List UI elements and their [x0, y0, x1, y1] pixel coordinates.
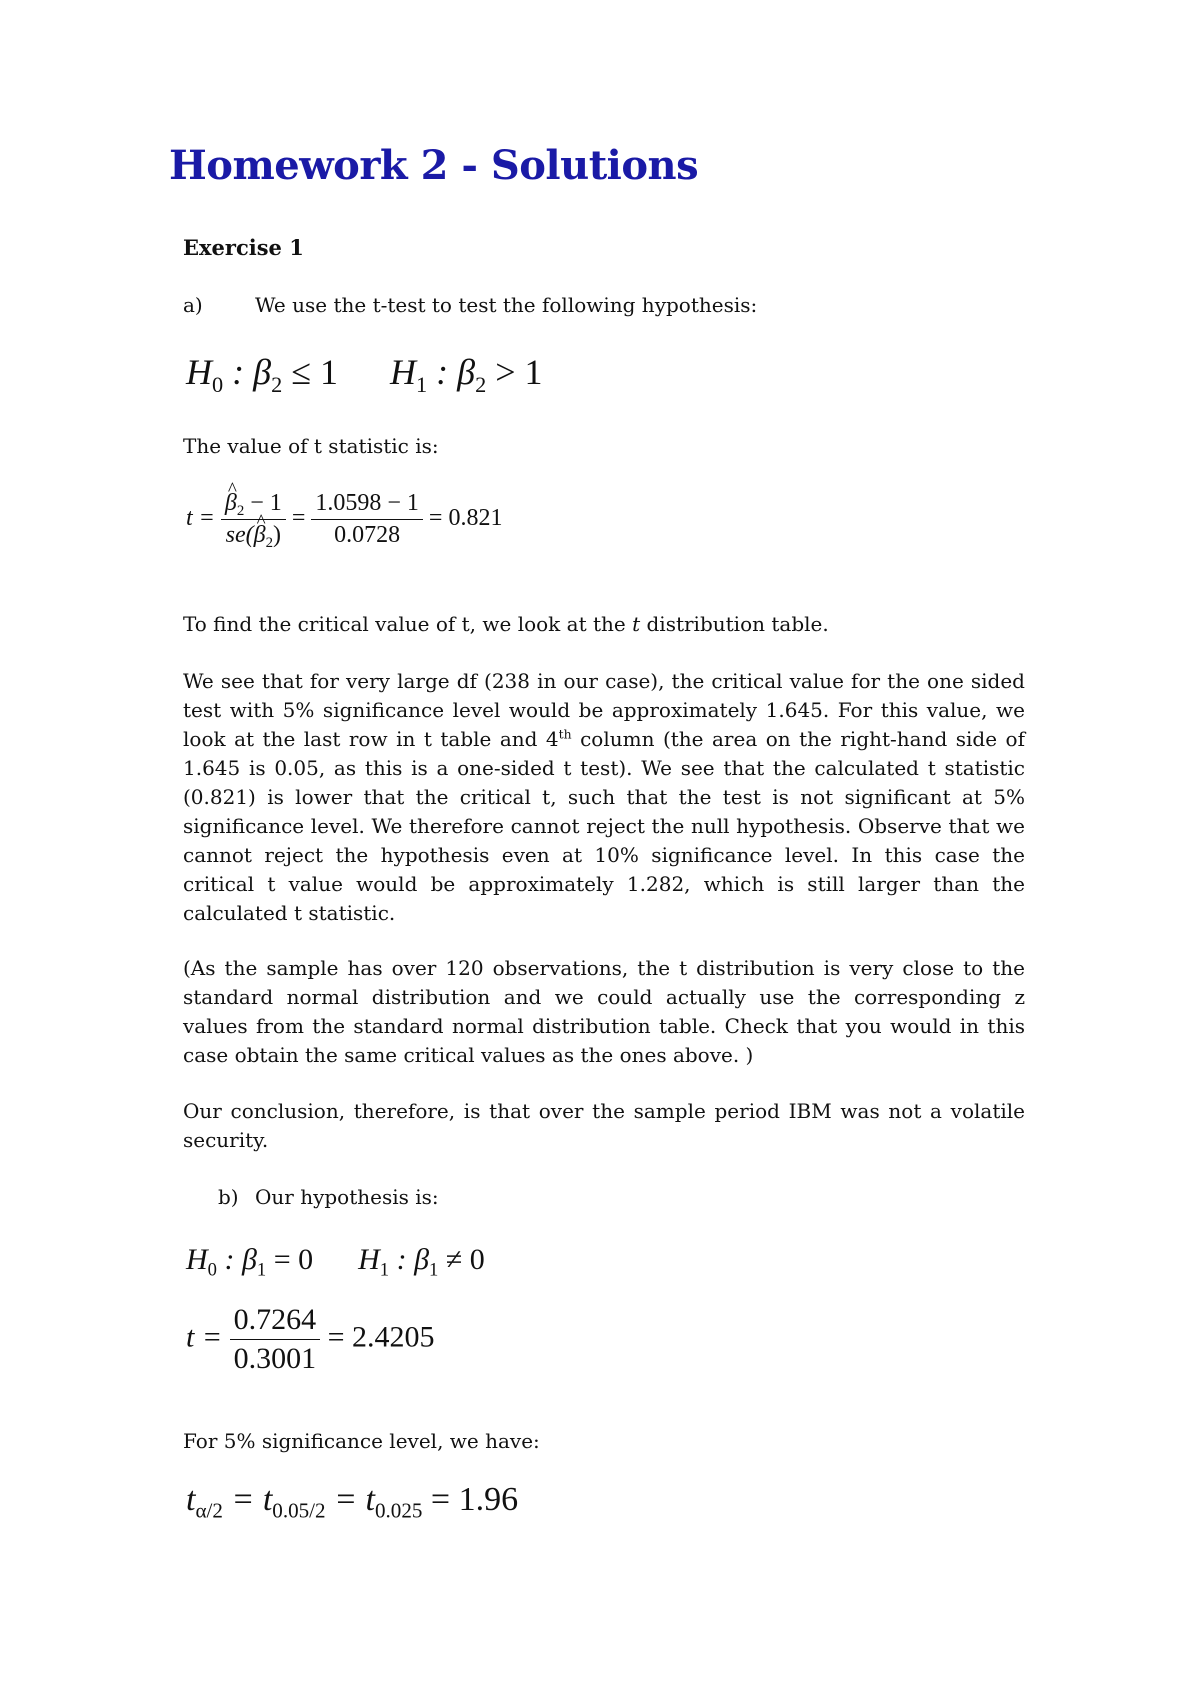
crit-t2: = t	[222, 1481, 273, 1518]
h1-rhs: > 1	[486, 352, 543, 392]
tstat-intro: The value of t statistic is:	[183, 434, 439, 458]
critical-intro-post: distribution table.	[640, 612, 829, 636]
paragraph-conclusion: Our conclusion, therefore, is that over the sample period IBM was not a volatile security.	[183, 1099, 1025, 1152]
b-h0-beta-sub: 1	[256, 1259, 267, 1281]
h1-rel: : β	[427, 352, 476, 392]
se-beta: ^ β	[254, 522, 266, 549]
paragraph-normal-note: (As the sample has over 120 observations, the t distribution is very close to the standard normal distribution and we could actually use the corresponding z values from the standard normal distribution table. Check that you would in this case obtain the same critical values as the ones above. )	[183, 956, 1025, 1067]
t-result: = 0.821	[428, 505, 503, 532]
se-label: se(	[225, 522, 254, 548]
paragraph-critical-value	[183, 667, 1025, 928]
part-a-label: a)	[183, 293, 203, 317]
fraction-beta	[221, 490, 286, 552]
b-t-result: = 2.4205	[327, 1320, 435, 1354]
h0-rel: : β	[223, 352, 272, 392]
b-h0-rel: : β	[216, 1243, 257, 1276]
h1-beta-sub: 2	[475, 371, 487, 397]
t-equation-b	[186, 1303, 435, 1376]
exercise-heading: Exercise 1	[183, 235, 304, 260]
b-denominator: 0.3001	[233, 1342, 317, 1375]
crit-t3: = t	[325, 1481, 375, 1518]
part-a-intro: We use the t-test to test the following hypothesis:	[255, 293, 758, 317]
h1-sub: 1	[416, 371, 428, 397]
t-equation-a	[186, 490, 503, 552]
para1-part2: column (the area on the right-hand side of 1.645 is 0.05, as this is a one-sided t test). We see that the calculated t statistic (0.821) is lower that the critical t, such that the test is not significant at 5% significance level. We therefore cannot reject the null hypothesis. Observe that we cannot reject the hypothesis even at 10% significance level. In this case the critical t value would be approximately 1.282, which is still larger than the calculated t statistic.	[183, 727, 1025, 925]
crit-result: = 1.96	[422, 1481, 519, 1518]
b-numerator: 0.7264	[230, 1303, 321, 1340]
crit-t1: t	[186, 1481, 196, 1518]
crit-t2-sub: 0.05/2	[272, 1498, 326, 1523]
b-h0-sub: 0	[207, 1259, 217, 1281]
num-values: 1.0598 − 1	[311, 490, 423, 520]
h0-beta-sub: 2	[271, 371, 283, 397]
critical-intro	[183, 610, 829, 639]
b-h1-sub: 1	[379, 1259, 390, 1281]
b-h0-rhs: = 0	[266, 1243, 314, 1276]
critical-intro-t: t	[632, 612, 641, 636]
beta-hat: ^ β	[225, 490, 237, 517]
h1-symbol: H	[390, 352, 416, 392]
page-title: Homework 2 - Solutions	[169, 142, 699, 189]
crit-t3-sub: 0.025	[374, 1498, 423, 1523]
se-beta-sub: 2	[265, 535, 274, 552]
equals-sign: =	[291, 505, 306, 532]
part-b-intro: Our hypothesis is:	[255, 1185, 439, 1209]
b-t-label: t =	[186, 1320, 223, 1354]
h0-sub: 0	[212, 371, 224, 397]
hypothesis-b	[186, 1243, 485, 1281]
h0-symbol: H	[186, 352, 212, 392]
crit-t1-sub: α/2	[195, 1498, 223, 1523]
para1-part1: We see that for very large df (238 in our case), the critical value for the one sided test with 5% significance level would be approximately 1.645. For this value, we look at the last row in t table and 4	[183, 669, 1025, 751]
se-close: )	[273, 522, 282, 548]
fraction-values	[311, 490, 423, 549]
beta-hat-sub: 2	[236, 503, 245, 520]
h0-rhs: ≤ 1	[282, 352, 338, 392]
para1-superscript: th	[558, 726, 572, 742]
b-h1-symbol: H	[358, 1243, 380, 1276]
part-b-label: b)	[218, 1185, 239, 1209]
den-values: 0.0728	[334, 522, 401, 548]
b-h1-beta-sub: 1	[429, 1259, 439, 1281]
sig-intro: For 5% significance level, we have:	[183, 1429, 540, 1453]
t-label: t =	[186, 505, 215, 532]
b-h1-rel: : β	[389, 1243, 430, 1276]
b-h0-symbol: H	[186, 1243, 208, 1276]
hypothesis-a	[186, 351, 543, 397]
critical-t-equation	[186, 1481, 519, 1523]
b-h1-rhs: ≠ 0	[438, 1243, 485, 1276]
b-fraction	[230, 1303, 321, 1376]
num-tail: − 1	[244, 490, 282, 516]
critical-intro-pre: To find the critical value of t, we look at the	[183, 612, 633, 636]
